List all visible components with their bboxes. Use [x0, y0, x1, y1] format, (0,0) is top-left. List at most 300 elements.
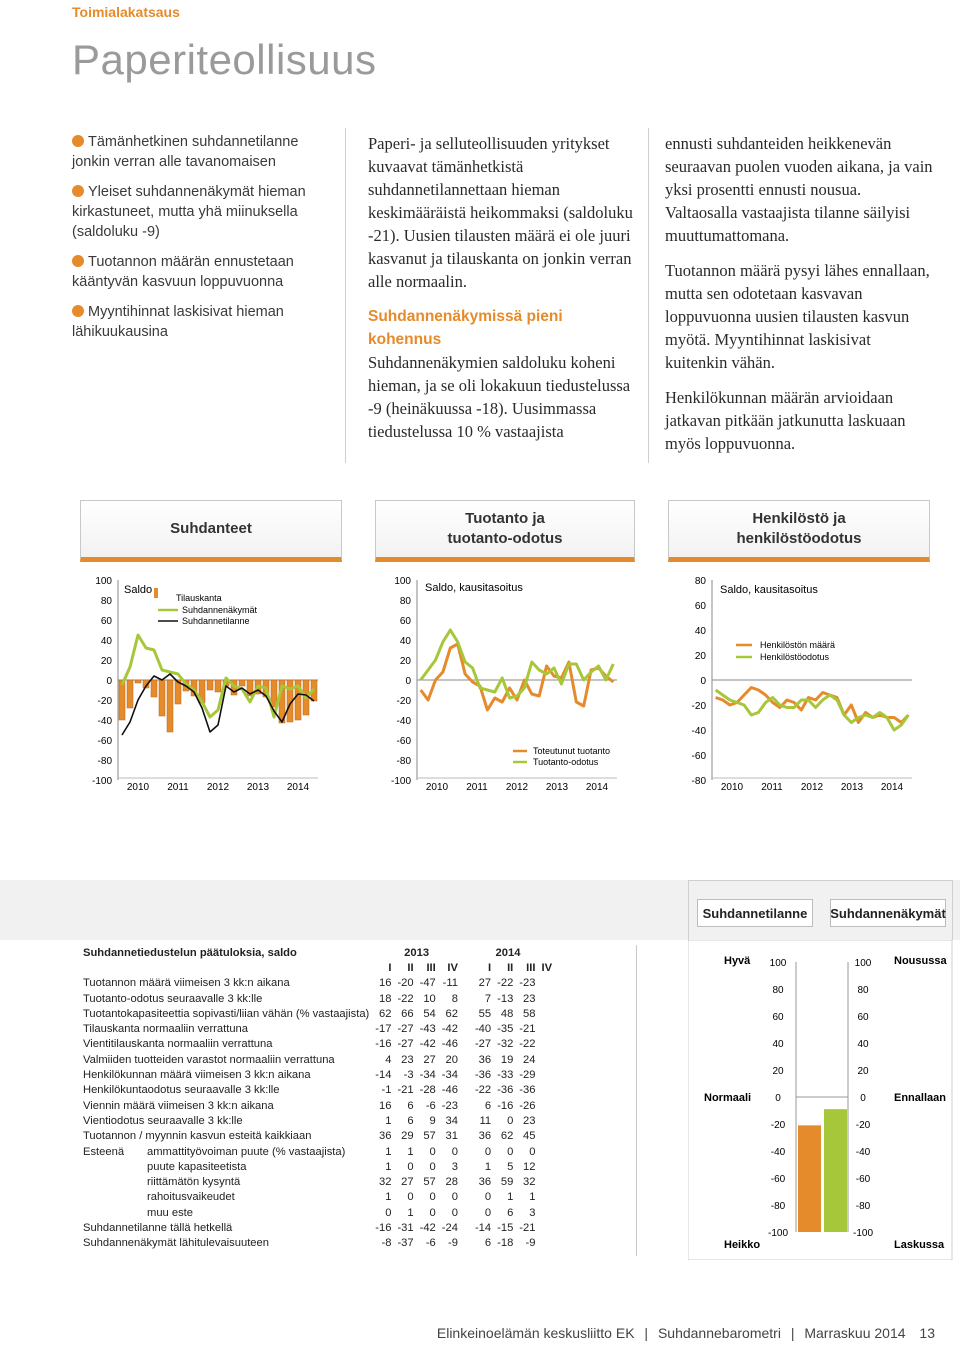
table-cell: -16 [497, 1099, 514, 1112]
bullet-item [72, 132, 334, 172]
table-cell: 10 [423, 992, 436, 1005]
table-cell: 6 [484, 1237, 492, 1250]
table-cell: -29 [519, 1069, 536, 1082]
table-row [80, 1083, 555, 1098]
table-cell: -3 [403, 1069, 414, 1082]
row-label [80, 1083, 372, 1098]
table-cell [538, 1220, 555, 1235]
chart-suhdanteet [80, 570, 325, 800]
table-cell: -32 [497, 1038, 514, 1051]
table-cell: 27 [423, 1053, 436, 1066]
table-cell: 6 [507, 1206, 514, 1219]
table-cell: 12 [523, 1160, 536, 1173]
row-label-sub: puute kapasiteetista [147, 1160, 247, 1173]
y-tick-label: -40 [97, 716, 112, 727]
bar-tilauskanta [239, 680, 245, 686]
y-tick-label: 40 [857, 1039, 869, 1050]
y-tick-label: -60 [97, 736, 112, 747]
table-cell: -36 [519, 1084, 536, 1097]
scale-label: Laskussa [894, 1239, 945, 1251]
table-cell: -24 [441, 1221, 458, 1234]
table-cell: 28 [445, 1176, 458, 1189]
table-cell: -42 [419, 1038, 436, 1051]
table-quarter-row [80, 960, 555, 975]
table-cell: 32 [523, 1176, 536, 1189]
row-label-main: Vientiodotus seuraavalle 3 kk:lle [83, 1114, 243, 1127]
quarter-header: IV [541, 961, 553, 974]
y-tick-label: 0 [405, 676, 411, 687]
x-tick-label: 2014 [286, 782, 310, 793]
quarter-header: I [488, 961, 492, 974]
y-tick-label: 60 [399, 616, 411, 627]
table-cell: 18 [378, 992, 392, 1005]
chart-header-title: Henkilöstö ja [752, 510, 846, 527]
table-row [80, 1159, 555, 1174]
table-cell: -18 [497, 1237, 514, 1250]
row-label [80, 1205, 372, 1220]
y-tick-label: 60 [772, 1012, 784, 1023]
row-label [80, 976, 372, 991]
scale-label: Ennallaan [894, 1092, 946, 1104]
table-cell: -21 [397, 1084, 414, 1097]
table-cell: -23 [519, 977, 536, 990]
table-cell: 5 [507, 1160, 514, 1173]
table-row [80, 1220, 555, 1235]
y-tick-label: 40 [772, 1039, 784, 1050]
table-cell: -15 [497, 1221, 514, 1234]
bullet-text: Tämänhetkinen suhdannetilanne jonkin verran alle tavanomaisen [72, 134, 299, 170]
table-cell: 27 [478, 977, 492, 990]
table-cell: 1 [385, 1145, 392, 1158]
quarter-header: III [526, 961, 536, 974]
table-cell [538, 1174, 555, 1189]
table-cell: 0 [507, 1145, 514, 1158]
table-cell: 1 [385, 1160, 392, 1173]
table-cell: -46 [441, 1038, 458, 1051]
bullet-dot-icon [72, 305, 84, 317]
table-cell: 16 [378, 1099, 392, 1112]
y-tick-label: 80 [399, 596, 411, 607]
row-label [80, 1052, 372, 1067]
legend-label: Henkilöstöodotus [760, 652, 830, 662]
table-cell: 0 [507, 1114, 514, 1127]
y-tick-label: -40 [855, 1147, 871, 1158]
bar-tilauskanta [159, 680, 165, 716]
table-row [80, 1236, 555, 1251]
table-cell: 29 [401, 1130, 414, 1143]
y-tick-label: 0 [700, 676, 706, 687]
table-cell [538, 976, 555, 991]
table-cell: -27 [474, 1038, 492, 1051]
table-cell: -13 [497, 992, 514, 1005]
y-tick-label: -80 [770, 1201, 786, 1212]
bar-tilauskanta [215, 680, 221, 692]
table-cell: 57 [423, 1176, 436, 1189]
table-row [80, 1006, 555, 1021]
table-row [80, 1037, 555, 1052]
y-tick-label: 60 [100, 616, 112, 627]
x-tick-label: 2011 [466, 782, 488, 793]
bullet-text: Yleiset suhdannenäkymät hieman kirkastuneet, mutta yhä miinuksella (saldoluku -9) [72, 184, 306, 240]
chart-header-tuotanto [375, 500, 635, 562]
row-label-main: Suhdannenäkymät lähitulevaisuuteen [83, 1237, 269, 1250]
table-cell: -42 [419, 1221, 436, 1234]
table-cell: 45 [523, 1130, 536, 1143]
row-label-main: Henkilökunnan määrä viimeisen 3 kk:n aikana [83, 1069, 311, 1082]
y-tick-label: -80 [97, 756, 112, 767]
row-label [80, 1129, 372, 1144]
column-divider [648, 128, 649, 463]
chart-indicator [688, 940, 953, 1260]
row-label-sub: muu este [147, 1206, 194, 1219]
bullet-dot-icon [72, 255, 84, 267]
y-tick-label: 100 [769, 958, 787, 969]
table-cell: 6 [407, 1099, 414, 1112]
table-cell: -42 [441, 1023, 458, 1036]
row-label-main: Tuotantokapasiteettia sopivasti/liian vähän (% vastaajista) [83, 1007, 370, 1020]
table-cell: 1 [385, 1191, 392, 1204]
y-tick-label: 40 [399, 636, 411, 647]
y-tick-label: -20 [855, 1120, 871, 1131]
table-cell: 0 [484, 1206, 492, 1219]
table-cell: -36 [497, 1084, 514, 1097]
row-label-main: Henkilökuntaodotus seuraavalle 3 kk:lle [83, 1084, 280, 1097]
legend-label: Tuotanto-odotus [533, 757, 599, 767]
row-label [80, 1236, 372, 1251]
row-label-main: Vientitilauskanta normaaliin verrattuna [83, 1038, 273, 1051]
table-cell: 0 [451, 1206, 458, 1219]
table-cell: 4 [385, 1053, 392, 1066]
results-table [80, 945, 555, 1251]
row-label [80, 1021, 372, 1036]
chart-header-title: tuotanto-odotus [447, 530, 563, 547]
summary-bullets [72, 132, 334, 352]
table-cell: 36 [478, 1053, 492, 1066]
y-tick-label: -40 [770, 1147, 786, 1158]
table-cell [538, 991, 555, 1006]
table-cell: 62 [378, 1007, 392, 1020]
scale-label: Hyvä [724, 955, 751, 967]
table-cell: 36 [478, 1176, 492, 1189]
page-footer [437, 1325, 935, 1341]
x-tick-label: 2010 [126, 782, 150, 793]
table-cell: 3 [529, 1206, 536, 1219]
row-label [80, 1098, 372, 1113]
row-label [80, 991, 372, 1006]
body-paragraph: ennusti suhdanteiden heikkenevän seuraavan puolen vuoden aikana, ja vain yksi prosentti ennusti nousua. Valtaosalla vastaajista tilanne säilyisi muuttumattomana. [665, 134, 933, 245]
chart-header-title: Tuotanto ja [465, 510, 545, 527]
table-row [80, 1205, 555, 1220]
y-tick-label: -60 [855, 1174, 871, 1185]
y-tick-label: -60 [396, 736, 411, 747]
table-cell: 20 [445, 1053, 458, 1066]
x-tick-label: 2010 [425, 782, 449, 793]
y-tick-label: -20 [691, 701, 706, 712]
y-tick-label: 40 [100, 636, 112, 647]
scale-label: Nousussa [894, 955, 947, 967]
table-cell [538, 1083, 555, 1098]
chart-title: Saldo, kausitasoitus [425, 582, 523, 594]
table-cell: -9 [448, 1237, 458, 1250]
table-title: Suhdannetiedustelun päätuloksia, saldo [83, 946, 297, 959]
table-cell: 6 [407, 1114, 414, 1127]
y-tick-label: -100 [91, 776, 112, 787]
table-cell: -8 [381, 1237, 392, 1250]
chart-title: Saldo, kausitasoitus [720, 584, 818, 596]
table-cell: 57 [423, 1130, 436, 1143]
table-row [80, 1190, 555, 1205]
table-row [80, 976, 555, 991]
table-cell: 3 [451, 1160, 458, 1173]
body-heading: Suhdannenäkymissä pieni kohennus [368, 308, 563, 348]
scale-label: Heikko [724, 1239, 761, 1251]
x-tick-label: 2012 [800, 782, 824, 793]
bar-tilauskanta [151, 680, 157, 697]
row-label-main: Valmiiden tuotteiden varastot normaaliin verrattuna [83, 1053, 335, 1066]
table-cell: 36 [378, 1130, 392, 1143]
chart-title: Saldo [124, 584, 153, 596]
footer-org: Elinkeinoelämän keskusliitto EK [436, 1325, 635, 1341]
quarter-header: III [426, 961, 436, 974]
table-cell: 34 [445, 1114, 458, 1127]
y-tick-label: -20 [770, 1120, 786, 1131]
table-cell [538, 1236, 555, 1251]
body-paragraph: Suhdannenäkymien saldoluku koheni hieman, ja se oli lokakuun tiedustelussa -9 (heinäkuussa -18). Uusimmassa tiedustelussa 10 % vastaajista [368, 353, 631, 441]
table-cell: -40 [474, 1023, 492, 1036]
table-cell: -17 [375, 1023, 392, 1036]
y-tick-label: -60 [691, 751, 706, 762]
table-cell: 8 [451, 992, 458, 1005]
table-row [80, 1067, 555, 1082]
table-cell [538, 1067, 555, 1082]
row-label [80, 1159, 372, 1174]
table-cell: -6 [425, 1237, 436, 1250]
table-cell: -22 [519, 1038, 536, 1051]
table-cell: 0 [484, 1191, 492, 1204]
table-row [80, 1174, 555, 1189]
y-tick-label: 100 [394, 576, 411, 587]
legend-label: Suhdannetilanne [182, 616, 250, 626]
y-tick-label: 60 [857, 1012, 869, 1023]
quarter-header: II [507, 961, 514, 974]
table-cell: 54 [423, 1007, 436, 1020]
label-suhdannetilanne: Suhdannetilanne [697, 899, 813, 927]
y-tick-label: 80 [772, 985, 784, 996]
table-cell [538, 1052, 555, 1067]
table-cell: -21 [519, 1023, 536, 1036]
y-tick-label: 100 [95, 576, 112, 587]
row-label-sub: ammattityövoiman puute (% vastaajista) [147, 1145, 346, 1158]
row-label-main: Tuotannon / myynnin kasvun esteitä kaikkiaan [83, 1130, 312, 1143]
table-cell: 36 [478, 1130, 492, 1143]
footer-date: Marraskuu 2014 [804, 1325, 906, 1341]
y-tick-label: -80 [855, 1201, 871, 1212]
y-tick-label: 20 [399, 656, 411, 667]
bullet-item [72, 302, 334, 342]
page-number: 13 [919, 1325, 935, 1341]
row-label [80, 1113, 372, 1128]
table-cell: 62 [500, 1130, 514, 1143]
table-cell [538, 1113, 555, 1128]
y-tick-label: 0 [106, 676, 112, 687]
y-tick-label: -100 [390, 776, 411, 787]
y-tick-label: -40 [691, 726, 706, 737]
table-cell: -27 [397, 1038, 414, 1051]
table-cell: -35 [497, 1023, 514, 1036]
bullet-text: Myyntihinnat laskisivat hieman lähikuukausina [72, 304, 284, 340]
body-paragraph: Henkilökunnan määrän arvioidaan jatkavan pitkään jatkunutta laskuaan myös loppuvuonna. [665, 388, 906, 453]
table-cell: 62 [445, 1007, 458, 1020]
table-cell [538, 1037, 555, 1052]
y-tick-label: -80 [396, 756, 411, 767]
table-cell: 48 [500, 1007, 514, 1020]
y-tick-label: -20 [396, 696, 411, 707]
table-cell: 0 [407, 1191, 414, 1204]
row-label-sub: rahoitusvaikeudet [147, 1191, 235, 1204]
table-cell [538, 1144, 555, 1159]
table-row [80, 1113, 555, 1128]
bullet-dot-icon [72, 185, 84, 197]
y-tick-label: -100 [767, 1228, 789, 1239]
y-tick-label: -60 [770, 1174, 786, 1185]
table-cell: -14 [375, 1069, 392, 1082]
y-tick-label: -100 [852, 1228, 874, 1239]
table-cell: -34 [441, 1069, 458, 1082]
footer-publication: Suhdannebarometri [657, 1325, 781, 1341]
row-label [80, 1190, 372, 1205]
table-cell: 9 [429, 1114, 436, 1127]
table-cell: -27 [397, 1023, 414, 1036]
bullet-dot-icon [72, 135, 84, 147]
table-cell: 32 [378, 1176, 392, 1189]
table-cell: 59 [500, 1176, 514, 1189]
table-cell [538, 1098, 555, 1113]
table-cell: -31 [397, 1221, 414, 1234]
page-title: Paperiteollisuus [72, 36, 377, 83]
table-cell: -28 [419, 1084, 436, 1097]
table-cell: -21 [519, 1221, 536, 1234]
line-toteutunut-tuotanto [421, 644, 614, 710]
row-label [80, 1220, 372, 1235]
table-cell: -33 [497, 1069, 514, 1082]
table-row [80, 1021, 555, 1036]
row-label-main: Viennin määrä viimeisen 3 kk:n aikana [83, 1099, 274, 1112]
table-cell: -46 [441, 1084, 458, 1097]
table-cell: -23 [441, 1099, 458, 1112]
bar-tilauskanta [127, 680, 133, 708]
table-cell: -6 [425, 1099, 436, 1112]
indicator-bar [824, 1109, 847, 1232]
bar-tilauskanta [135, 680, 141, 683]
legend-label: Tilauskanta [176, 593, 222, 603]
row-label-main: Esteenä [83, 1145, 125, 1158]
row-label-sub: riittämätön kysyntä [147, 1176, 241, 1189]
table-cell: 11 [479, 1114, 492, 1127]
bullet-item [72, 182, 334, 242]
table-row [80, 1052, 555, 1067]
table-cell: -37 [397, 1237, 414, 1250]
bullet-item [72, 252, 334, 292]
table-cell: 16 [378, 977, 392, 990]
chart-header-title: Suhdanteet [170, 520, 252, 537]
results-table-wrap [80, 945, 637, 1256]
row-label-main: Tuotanto-odotus seuraavalle 3 kk:lle [83, 992, 263, 1005]
legend-label: Suhdannenäkymät [182, 605, 258, 615]
legend-swatch [154, 588, 158, 598]
chart-henkilosto [670, 570, 920, 800]
scale-label: Normaali [704, 1092, 752, 1104]
x-tick-label: 2010 [720, 782, 744, 793]
y-tick-label: 0 [860, 1093, 866, 1104]
table-cell: 0 [385, 1206, 392, 1219]
y-tick-label: -20 [97, 696, 112, 707]
table-cell: 55 [478, 1007, 492, 1020]
indicator-bar [798, 1125, 821, 1232]
row-label-main: Tilauskanta normaaliin verrattuna [83, 1023, 248, 1036]
body-column-2 [368, 132, 636, 455]
table-cell: 24 [523, 1053, 536, 1066]
x-tick-label: 2013 [840, 782, 864, 793]
table-cell: 23 [523, 992, 536, 1005]
table-cell: 7 [484, 992, 492, 1005]
table-cell: 1 [407, 1145, 414, 1158]
footer-separator: | [644, 1325, 649, 1341]
x-tick-label: 2012 [206, 782, 230, 793]
table-cell: -43 [419, 1023, 436, 1036]
line-tuotanto-odotus [421, 630, 614, 698]
table-cell [80, 960, 372, 975]
y-tick-label: -80 [691, 776, 706, 787]
table-cell: -47 [419, 977, 436, 990]
y-tick-label: 0 [775, 1093, 781, 1104]
x-tick-label: 2013 [246, 782, 270, 793]
table-cell [538, 1159, 555, 1174]
table-cell: -11 [442, 977, 458, 990]
body-column-3 [665, 132, 937, 467]
y-tick-label: 100 [854, 958, 872, 969]
y-tick-label: -40 [396, 716, 411, 727]
x-tick-label: 2011 [167, 782, 189, 793]
bar-tilauskanta [167, 680, 173, 732]
x-tick-label: 2012 [505, 782, 529, 793]
label-suhdannenakymat: Suhdannenäkymät [830, 899, 946, 927]
table-cell: 0 [429, 1191, 436, 1204]
table-cell [538, 1205, 555, 1220]
quarter-header: IV [447, 961, 458, 974]
table-cell [538, 1190, 555, 1205]
table-cell: -22 [497, 977, 514, 990]
row-label-main: Suhdannetilanne tällä hetkellä [83, 1221, 233, 1234]
bullet-text: Tuotannon määrän ennustetaan kääntyvän kasvuun loppuvuonna [72, 254, 294, 290]
row-label-main: Tuotannon määrä viimeisen 3 kk:n aikana [83, 977, 290, 990]
row-label [80, 1174, 372, 1189]
table-cell: 27 [401, 1176, 414, 1189]
year-header: 2013 [404, 946, 430, 959]
row-label [80, 1067, 372, 1082]
y-tick-label: 60 [694, 601, 706, 612]
table-cell: 58 [523, 1007, 536, 1020]
table-cell: -16 [375, 1221, 392, 1234]
table-cell: 1 [407, 1206, 414, 1219]
chart-tuotanto [375, 570, 630, 800]
quarter-header: I [388, 961, 392, 974]
bar-tilauskanta [207, 680, 213, 690]
table-cell [538, 1021, 555, 1036]
body-paragraph: Tuotannon määrä pysyi lähes ennallaan, mutta sen odotetaan kasvavan loppuvuonna uusien tilausten kasvun myötä. Myyntihinnat laskisivat kuitenkin vähän. [665, 261, 930, 372]
table-cell: -36 [474, 1069, 492, 1082]
table-cell: 1 [385, 1114, 392, 1127]
table-row [80, 1144, 555, 1159]
